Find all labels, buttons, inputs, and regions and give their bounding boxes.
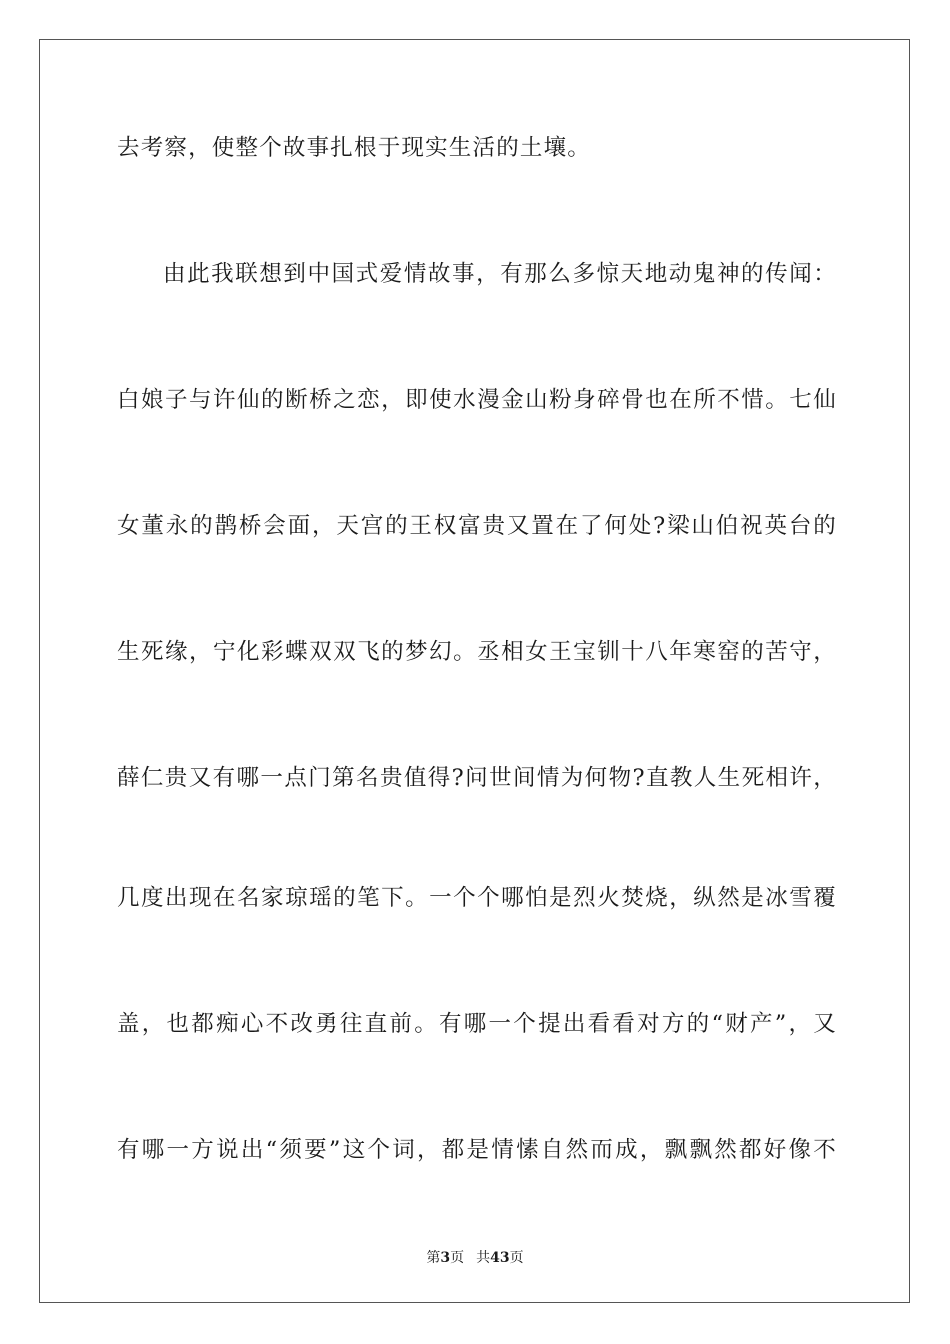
page-suffix: 页 xyxy=(450,1250,465,1266)
text-line-8: 盖，也都痴心不改勇往直前。有哪一个提出看看对方的“财产”，又 xyxy=(117,1011,837,1037)
total-suffix: 页 xyxy=(509,1250,524,1266)
text-line-1: 去考察，使整个故事扎根于现实生活的土壤。 xyxy=(117,135,592,161)
page-prefix: 第 xyxy=(426,1250,441,1266)
text-line-7: 几度出现在名家琼瑶的笔下。一个个哪怕是烈火焚烧，纵然是冰雪覆 xyxy=(117,885,837,911)
page-number: 3 xyxy=(440,1250,451,1266)
total-pages: 43 xyxy=(490,1250,510,1266)
text-line-4: 女董永的鹊桥会面，天宫的王权富贵又置在了何处?梁山伯祝英台的 xyxy=(117,513,837,539)
text-line-5: 生死缘，宁化彩蝶双双飞的梦幻。丞相女王宝钏十八年寒窑的苦守， xyxy=(117,639,837,665)
text-line-9: 有哪一方说出“须要”这个词，都是情愫自然而成，飘飘然都好像不 xyxy=(117,1137,837,1163)
page-border xyxy=(39,39,910,1303)
page-footer xyxy=(0,1249,950,1267)
text-line-2: 由此我联想到中国式爱情故事，有那么多惊天地动鬼神的传闻： xyxy=(163,261,837,287)
text-line-3: 白娘子与许仙的断桥之恋，即使水漫金山粉身碎骨也在所不惜。七仙 xyxy=(117,387,837,413)
total-prefix: 共 xyxy=(476,1250,491,1266)
text-line-6: 薛仁贵又有哪一点门第名贵值得?问世间情为何物?直教人生死相许， xyxy=(117,765,837,791)
